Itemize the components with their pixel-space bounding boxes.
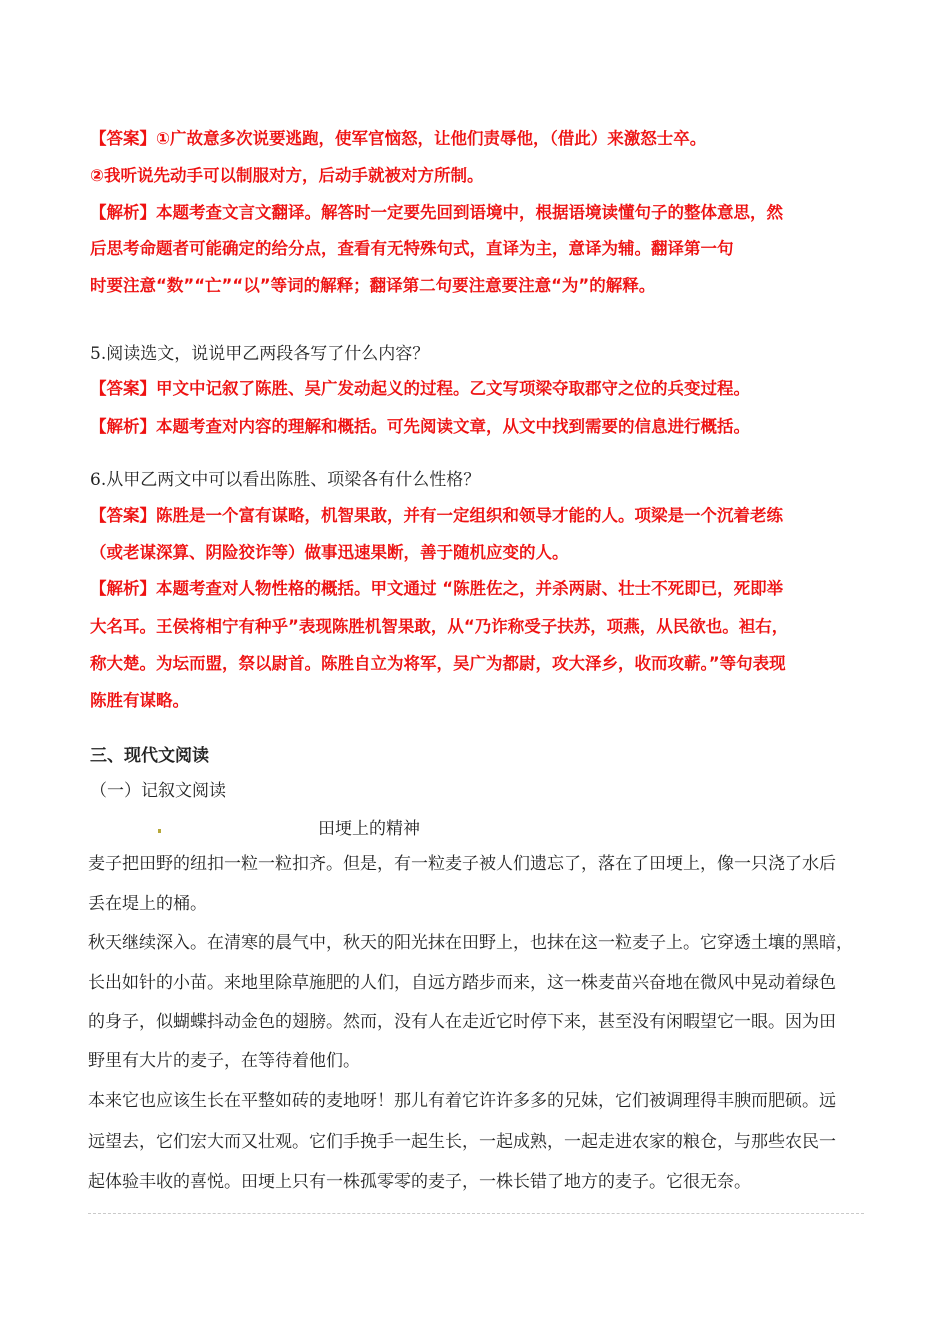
answer-q4-line1: 【答案】①广故意多次说要逃跑，使军官恼怒，让他们责辱他，（借此）来激怒士卒。 xyxy=(90,129,707,148)
analysis-q4-line1: 【解析】本题考查文言文翻译。解答时一定要先回到语境中，根据语境读懂句子的整体意思，然 xyxy=(90,203,783,222)
section-heading: 三、现代文阅读 xyxy=(90,746,209,766)
analysis-q6-line1: 【解析】本题考查对人物性格的概括。甲文通过 “陈胜佐之，并杀两尉、壮士不死即已，死即举 xyxy=(90,579,784,598)
passage-p2-line4: 野里有大片的麦子，在等待着他们。 xyxy=(88,1051,360,1071)
passage-p1-line1: 麦子把田野的纽扣一粒一粒扣齐。但是，有一粒麦子被人们遗忘了，落在了田埂上，像一只浇了水后 xyxy=(88,854,836,874)
answer-q4-line2: ②我听说先动手可以制服对方，后动手就被对方所制。 xyxy=(90,166,484,185)
answer-q6-line2: （或老谋深算、阴险狡诈等）做事迅速果断，善于随机应变的人。 xyxy=(90,543,569,562)
stray-mark xyxy=(158,829,161,833)
passage-p2-line2: 长出如针的小苗。来地里除草施肥的人们，自远方踏步而来，这一株麦苗兴奋地在微风中晃动着绿色 xyxy=(88,973,836,993)
analysis-q4-line2: 后思考命题者可能确定的给分点，查看有无特殊句式，直译为主，意译为辅。翻译第一句 xyxy=(90,239,734,258)
analysis-q6-line2: 大名耳。王侯将相宁有种乎”表现陈胜机智果敢，从“乃诈称受子扶苏，项燕，从民欲也。袒右， xyxy=(90,617,789,636)
passage-p1-line2: 丢在堤上的桶。 xyxy=(88,894,207,914)
analysis-q4-line3: 时要注意“数”“亡”“以”等词的解释；翻译第二句要注意要注意“为”的解释。 xyxy=(90,276,656,295)
passage-p3-line2: 远望去，它们宏大而又壮观。它们手挽手一起生长，一起成熟，一起走进农家的粮仓，与那些农民一 xyxy=(88,1132,836,1152)
answer-q5: 【答案】甲文中记叙了陈胜、吴广发动起义的过程。乙文写项梁夺取郡守之位的兵变过程。 xyxy=(90,379,750,398)
analysis-q5: 【解析】本题考查对内容的理解和概括。可先阅读文章，从文中找到需要的信息进行概括。 xyxy=(90,417,750,436)
analysis-q6-line4: 陈胜有谋略。 xyxy=(90,691,189,710)
question-6: 6.从甲乙两文中可以看出陈胜、项梁各有什么性格？ xyxy=(90,470,481,490)
passage-title: 田埂上的精神 xyxy=(318,819,420,839)
question-5: 5.阅读选文，说说甲乙两段各写了什么内容？ xyxy=(90,344,430,364)
passage-p2-line3: 的身子，似蝴蝶抖动金色的翅膀。然而，没有人在走近它时停下来，甚至没有闲暇望它一眼。因为田 xyxy=(88,1012,836,1032)
passage-p3-line3: 起体验丰收的喜悦。田埂上只有一株孤零零的麦子，一株长错了地方的麦子。它很无奈。 xyxy=(88,1172,751,1192)
passage-p3-line1: 本来它也应该生长在平整如砖的麦地呀！那儿有着它许许多多的兄妹，它们被调理得丰腴而肥硕。远 xyxy=(88,1091,836,1111)
passage-p2-line1: 秋天继续深入。在清寒的晨气中，秋天的阳光抹在田野上，也抹在这一粒麦子上。它穿透土壤的黑暗， xyxy=(88,933,853,953)
analysis-q6-line3: 称大楚。为坛而盟，祭以尉首。陈胜自立为将军，吴广为都尉，攻大泽乡，收而攻蕲。”等句表现 xyxy=(90,654,786,673)
section-subheading: （一）记叙文阅读 xyxy=(90,781,226,801)
answer-q6-line1: 【答案】陈胜是一个富有谋略，机智果敢，并有一定组织和领导才能的人。项梁是一个沉着老练 xyxy=(90,506,783,525)
page-divider xyxy=(88,1213,864,1214)
